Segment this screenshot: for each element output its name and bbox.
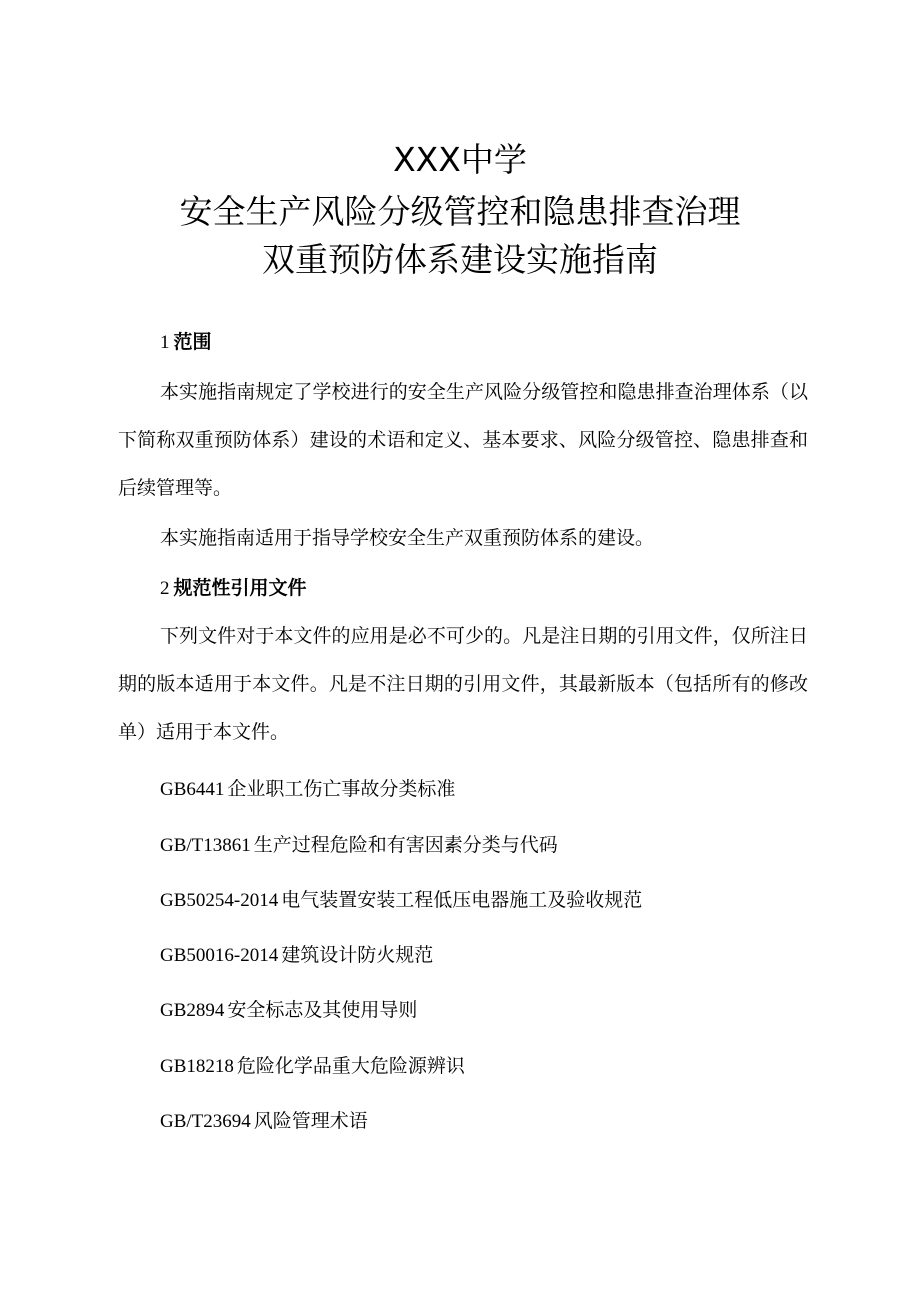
- reference-item: [160, 997, 417, 1024]
- reference-code: GB/T13861: [160, 835, 251, 856]
- section-1-paragraph-2: 本实施指南适用于指导学校安全生产双重预防体系的建设。: [160, 527, 655, 549]
- reference-item: [160, 776, 455, 803]
- reference-title: 风险管理术语: [253, 1110, 368, 1132]
- reference-code: GB50254-2014: [160, 890, 279, 911]
- reference-title: 电气装置安装工程低压电器施工及验收规范: [281, 889, 643, 911]
- reference-code: GB6441: [160, 779, 225, 800]
- reference-item: [160, 942, 433, 969]
- reference-code: GB50016-2014: [160, 945, 279, 966]
- reference-item: [160, 1053, 465, 1080]
- reference-title: 建筑设计防火规范: [281, 944, 434, 966]
- section-1-title: 范围: [173, 331, 212, 353]
- section-2-number: 2: [160, 578, 170, 599]
- reference-code: GB2894: [160, 1000, 225, 1021]
- section-2-heading: [160, 575, 307, 602]
- reference-title: 企业职工伤亡事故分类标准: [227, 778, 456, 800]
- reference-code: GB/T23694: [160, 1111, 251, 1132]
- reference-item: [160, 1108, 368, 1135]
- document-title-line-1: XXX中学: [393, 140, 527, 179]
- section-1-heading: [160, 329, 212, 356]
- reference-title: 危险化学品重大危险源辨识: [236, 1055, 465, 1077]
- section-2-title: 规范性引用文件: [173, 577, 307, 599]
- reference-item: [160, 887, 642, 914]
- reference-code: GB18218: [160, 1056, 234, 1077]
- reference-title: 生产过程危险和有害因素分类与代码: [253, 834, 558, 856]
- reference-item: [160, 832, 558, 859]
- section-1-number: 1: [160, 332, 170, 353]
- reference-title: 安全标志及其使用导则: [227, 999, 418, 1021]
- section-1-paragraph-1: 本实施指南规定了学校进行的安全生产风险分级管控和隐患排查治理体系（以下简称双重预防体系）建设的术语和定义、基本要求、风险分级管控、隐患排查和后续管理等。: [118, 381, 808, 499]
- document-title-line-2: 安全生产风险分级管控和隐患排查治理: [179, 192, 741, 231]
- section-2-paragraph-1: 下列文件对于本文件的应用是必不可少的。凡是注日期的引用文件，仅所注日期的版本适用于本文件。凡是不注日期的引用文件，其最新版本（包括所有的修改单）适用于本文件。: [118, 625, 808, 743]
- document-title-line-3: 双重预防体系建设实施指南: [262, 240, 658, 279]
